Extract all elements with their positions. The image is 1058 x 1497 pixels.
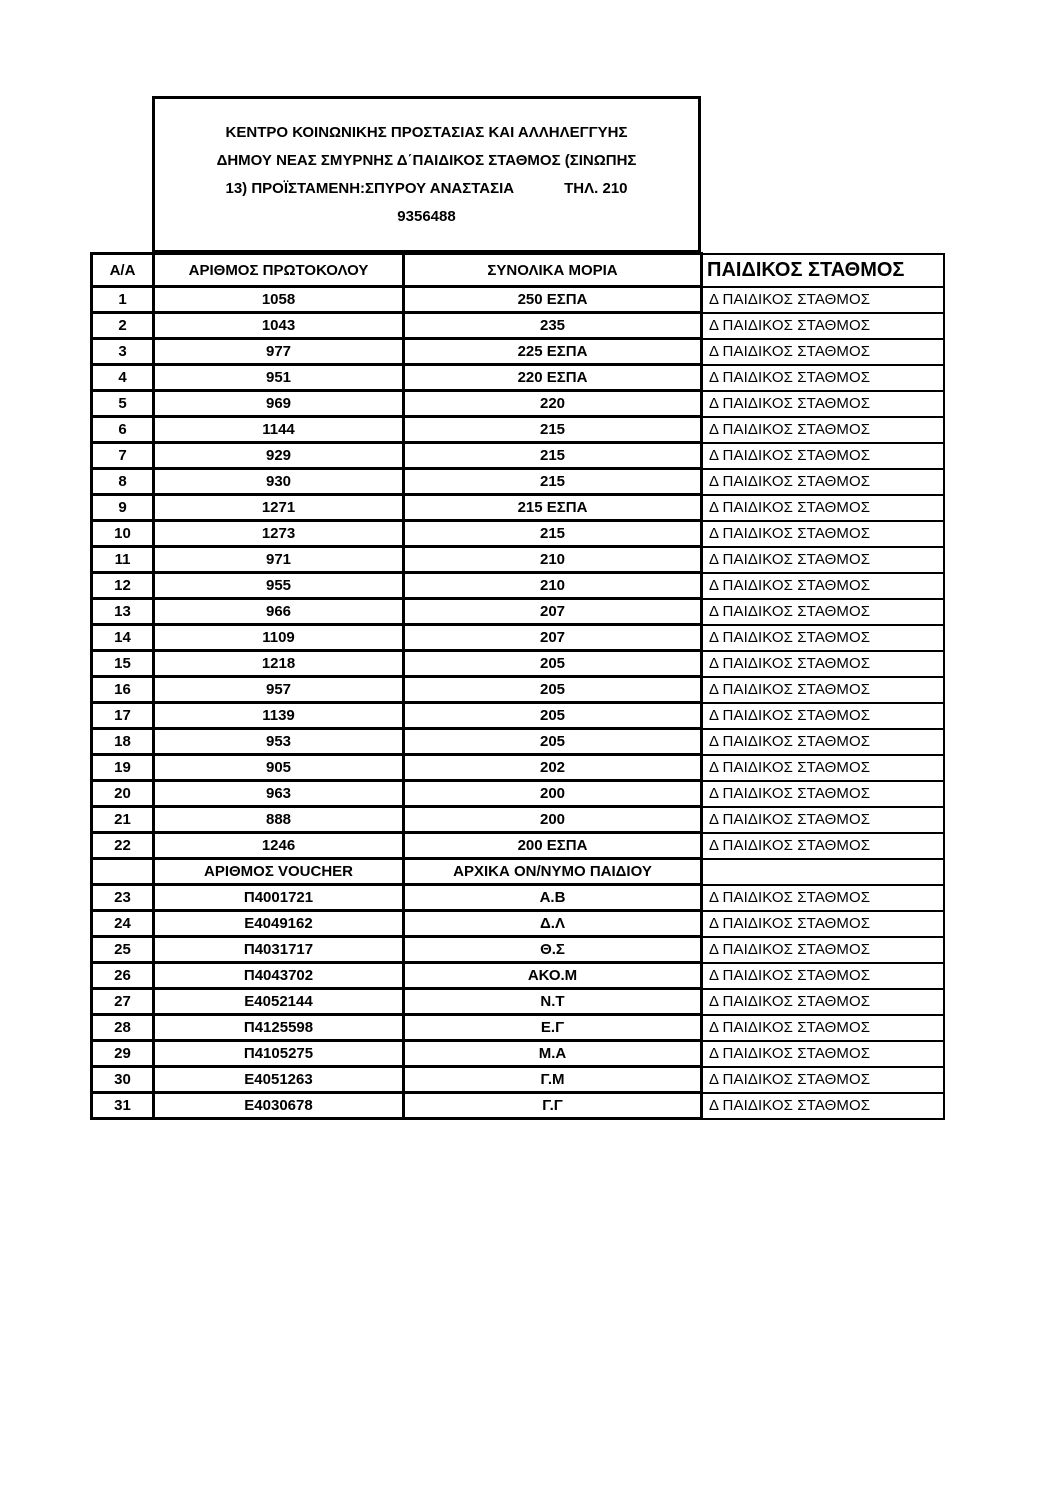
cell-station: Δ ΠΑΙΔΙΚΟΣ ΣΤΑΘΜΟΣ [702,1041,944,1067]
cell-number: Ε4030678 [154,1093,404,1119]
section-header-cell [702,859,944,885]
header-daycare-station: ΠΑΙΔΙΚΟΣ ΣΤΑΘΜΟΣ [702,254,944,287]
section-header-cell: ΑΡΙΘΜΟΣ VOUCHER [154,859,404,885]
table-row [92,833,944,859]
cell-index: 18 [92,729,154,755]
title-line-4: 9356488 [397,207,456,225]
cell-value: 200 ΕΣΠΑ [404,833,702,859]
table-row [92,365,944,391]
table-row [92,651,944,677]
cell-station: Δ ΠΑΙΔΙΚΟΣ ΣΤΑΘΜΟΣ [702,443,944,469]
cell-station: Δ ΠΑΙΔΙΚΟΣ ΣΤΑΘΜΟΣ [702,677,944,703]
cell-value: 215 [404,469,702,495]
cell-value: 215 [404,443,702,469]
cell-index: 27 [92,989,154,1015]
cell-station: Δ ΠΑΙΔΙΚΟΣ ΣΤΑΘΜΟΣ [702,339,944,365]
cell-value: 220 [404,391,702,417]
cell-value: Ν.Τ [404,989,702,1015]
cell-station: Δ ΠΑΙΔΙΚΟΣ ΣΤΑΘΜΟΣ [702,287,944,313]
cell-index: 10 [92,521,154,547]
cell-number: 951 [154,365,404,391]
table-row [92,1041,944,1067]
cell-index: 21 [92,807,154,833]
table-row [92,417,944,443]
cell-value: 205 [404,651,702,677]
header-total-points: ΣΥΝΟΛΙΚΑ ΜΟΡΙΑ [404,254,702,287]
table-row [92,911,944,937]
document-title-box [152,96,701,253]
cell-index: 9 [92,495,154,521]
title-line-2: ΔΗΜΟΥ ΝΕΑΣ ΣΜΥΡΝΗΣ Δ΄ΠΑΙΔΙΚΟΣ ΣΤΑΘΜΟΣ (ΣΙΝΩΠΗΣ [216,151,637,169]
cell-station: Δ ΠΑΙΔΙΚΟΣ ΣΤΑΘΜΟΣ [702,391,944,417]
title-line-3: 13) ΠΡΟΪΣΤΑΜΕΝΗ:ΣΠΥΡΟΥ ΑΝΑΣΤΑΣΙΑ ΤΗΛ. 210 [225,179,628,197]
cell-station: Δ ΠΑΙΔΙΚΟΣ ΣΤΑΘΜΟΣ [702,885,944,911]
table-row [92,625,944,651]
cell-number: 888 [154,807,404,833]
cell-value: 205 [404,729,702,755]
cell-number: 966 [154,599,404,625]
cell-station: Δ ΠΑΙΔΙΚΟΣ ΣΤΑΘΜΟΣ [702,365,944,391]
cell-value: 225 ΕΣΠΑ [404,339,702,365]
cell-station: Δ ΠΑΙΔΙΚΟΣ ΣΤΑΘΜΟΣ [702,547,944,573]
cell-index: 2 [92,313,154,339]
cell-number: Π4105275 [154,1041,404,1067]
cell-index: 15 [92,651,154,677]
cell-value: Δ.Λ [404,911,702,937]
cell-station: Δ ΠΑΙΔΙΚΟΣ ΣΤΑΘΜΟΣ [702,807,944,833]
cell-value: 215 [404,417,702,443]
cell-station: Δ ΠΑΙΔΙΚΟΣ ΣΤΑΘΜΟΣ [702,521,944,547]
cell-number: 1144 [154,417,404,443]
section-header-row [92,859,944,885]
cell-station: Δ ΠΑΙΔΙΚΟΣ ΣΤΑΘΜΟΣ [702,703,944,729]
cell-index: 31 [92,1093,154,1119]
cell-index: 22 [92,833,154,859]
table-row [92,495,944,521]
cell-number: 1058 [154,287,404,313]
cell-value: 200 [404,781,702,807]
table-row [92,1015,944,1041]
table-header-row [92,254,944,287]
table-row [92,963,944,989]
results-table [90,252,945,1120]
cell-value: Θ.Σ [404,937,702,963]
cell-index: 8 [92,469,154,495]
cell-station: Δ ΠΑΙΔΙΚΟΣ ΣΤΑΘΜΟΣ [702,1067,944,1093]
table-row [92,937,944,963]
cell-station: Δ ΠΑΙΔΙΚΟΣ ΣΤΑΘΜΟΣ [702,989,944,1015]
cell-station: Δ ΠΑΙΔΙΚΟΣ ΣΤΑΘΜΟΣ [702,911,944,937]
table-row [92,1067,944,1093]
section-header-cell: ΑΡΧΙΚΑ ΟΝ/ΝΥΜΟ ΠΑΙΔΙΟΥ [404,859,702,885]
cell-number: Ε4049162 [154,911,404,937]
cell-index: 29 [92,1041,154,1067]
table-row [92,1093,944,1119]
cell-station: Δ ΠΑΙΔΙΚΟΣ ΣΤΑΘΜΟΣ [702,833,944,859]
cell-index: 19 [92,755,154,781]
cell-index: 30 [92,1067,154,1093]
cell-number: Π4043702 [154,963,404,989]
cell-number: Π4001721 [154,885,404,911]
cell-index: 5 [92,391,154,417]
cell-index: 28 [92,1015,154,1041]
cell-value: 202 [404,755,702,781]
cell-value: Μ.Α [404,1041,702,1067]
table-row [92,807,944,833]
cell-index: 11 [92,547,154,573]
cell-station: Δ ΠΑΙΔΙΚΟΣ ΣΤΑΘΜΟΣ [702,495,944,521]
cell-index: 20 [92,781,154,807]
cell-index: 23 [92,885,154,911]
cell-number: 1043 [154,313,404,339]
cell-value: 235 [404,313,702,339]
cell-station: Δ ΠΑΙΔΙΚΟΣ ΣΤΑΘΜΟΣ [702,1015,944,1041]
cell-station: Δ ΠΑΙΔΙΚΟΣ ΣΤΑΘΜΟΣ [702,963,944,989]
cell-value: 205 [404,703,702,729]
table-row [92,885,944,911]
cell-index: 14 [92,625,154,651]
cell-value: 220 ΕΣΠΑ [404,365,702,391]
cell-number: 957 [154,677,404,703]
cell-value: 205 [404,677,702,703]
table-row [92,755,944,781]
cell-number: Ε4052144 [154,989,404,1015]
table-row [92,729,944,755]
cell-value: Γ.Μ [404,1067,702,1093]
cell-number: 929 [154,443,404,469]
cell-number: 977 [154,339,404,365]
table-row [92,339,944,365]
cell-value: 210 [404,573,702,599]
cell-number: Π4125598 [154,1015,404,1041]
cell-number: 969 [154,391,404,417]
table-row [92,313,944,339]
cell-value: 207 [404,625,702,651]
cell-value: Α.Β [404,885,702,911]
cell-station: Δ ΠΑΙΔΙΚΟΣ ΣΤΑΘΜΟΣ [702,937,944,963]
cell-station: Δ ΠΑΙΔΙΚΟΣ ΣΤΑΘΜΟΣ [702,1093,944,1119]
cell-value: Ε.Γ [404,1015,702,1041]
cell-number: 1218 [154,651,404,677]
cell-number: 905 [154,755,404,781]
cell-station: Δ ΠΑΙΔΙΚΟΣ ΣΤΑΘΜΟΣ [702,469,944,495]
cell-value: 210 [404,547,702,573]
table-row [92,599,944,625]
cell-number: 1246 [154,833,404,859]
cell-station: Δ ΠΑΙΔΙΚΟΣ ΣΤΑΘΜΟΣ [702,651,944,677]
cell-station: Δ ΠΑΙΔΙΚΟΣ ΣΤΑΘΜΟΣ [702,729,944,755]
cell-number: Π4031717 [154,937,404,963]
cell-station: Δ ΠΑΙΔΙΚΟΣ ΣΤΑΘΜΟΣ [702,573,944,599]
cell-value: 200 [404,807,702,833]
table-row [92,677,944,703]
cell-station: Δ ΠΑΙΔΙΚΟΣ ΣΤΑΘΜΟΣ [702,313,944,339]
cell-number: 963 [154,781,404,807]
header-index: Α/Α [92,254,154,287]
cell-index: 6 [92,417,154,443]
cell-station: Δ ΠΑΙΔΙΚΟΣ ΣΤΑΘΜΟΣ [702,625,944,651]
cell-value: 215 ΕΣΠΑ [404,495,702,521]
cell-index: 26 [92,963,154,989]
cell-value: ΑΚΟ.Μ [404,963,702,989]
cell-value: Γ.Γ [404,1093,702,1119]
table-row [92,287,944,313]
cell-value: 215 [404,521,702,547]
cell-number: 971 [154,547,404,573]
cell-index: 1 [92,287,154,313]
cell-number: 955 [154,573,404,599]
cell-index: 25 [92,937,154,963]
table-row [92,989,944,1015]
cell-index: 7 [92,443,154,469]
cell-index: 4 [92,365,154,391]
cell-value: 207 [404,599,702,625]
cell-index: 3 [92,339,154,365]
table-row [92,703,944,729]
cell-index: 16 [92,677,154,703]
table-row [92,443,944,469]
cell-station: Δ ΠΑΙΔΙΚΟΣ ΣΤΑΘΜΟΣ [702,599,944,625]
table-row [92,781,944,807]
cell-number: Ε4051263 [154,1067,404,1093]
table-row [92,547,944,573]
cell-number: 953 [154,729,404,755]
section-header-cell [92,859,154,885]
results-table-body [92,287,944,1119]
table-row [92,521,944,547]
cell-station: Δ ΠΑΙΔΙΚΟΣ ΣΤΑΘΜΟΣ [702,781,944,807]
cell-station: Δ ΠΑΙΔΙΚΟΣ ΣΤΑΘΜΟΣ [702,417,944,443]
title-line-1: ΚΕΝΤΡΟ ΚΟΙΝΩΝΙΚΗΣ ΠΡΟΣΤΑΣΙΑΣ ΚΑΙ ΑΛΛΗΛΕΓΓΥΗΣ [225,123,628,141]
header-protocol-number: ΑΡΙΘΜΟΣ ΠΡΩΤΟΚΟΛΟΥ [154,254,404,287]
cell-number: 1139 [154,703,404,729]
cell-index: 17 [92,703,154,729]
cell-index: 12 [92,573,154,599]
cell-number: 1273 [154,521,404,547]
cell-index: 13 [92,599,154,625]
cell-number: 930 [154,469,404,495]
table-row [92,469,944,495]
cell-index: 24 [92,911,154,937]
table-row [92,391,944,417]
cell-number: 1271 [154,495,404,521]
cell-station: Δ ΠΑΙΔΙΚΟΣ ΣΤΑΘΜΟΣ [702,755,944,781]
cell-number: 1109 [154,625,404,651]
table-row [92,573,944,599]
cell-value: 250 ΕΣΠΑ [404,287,702,313]
